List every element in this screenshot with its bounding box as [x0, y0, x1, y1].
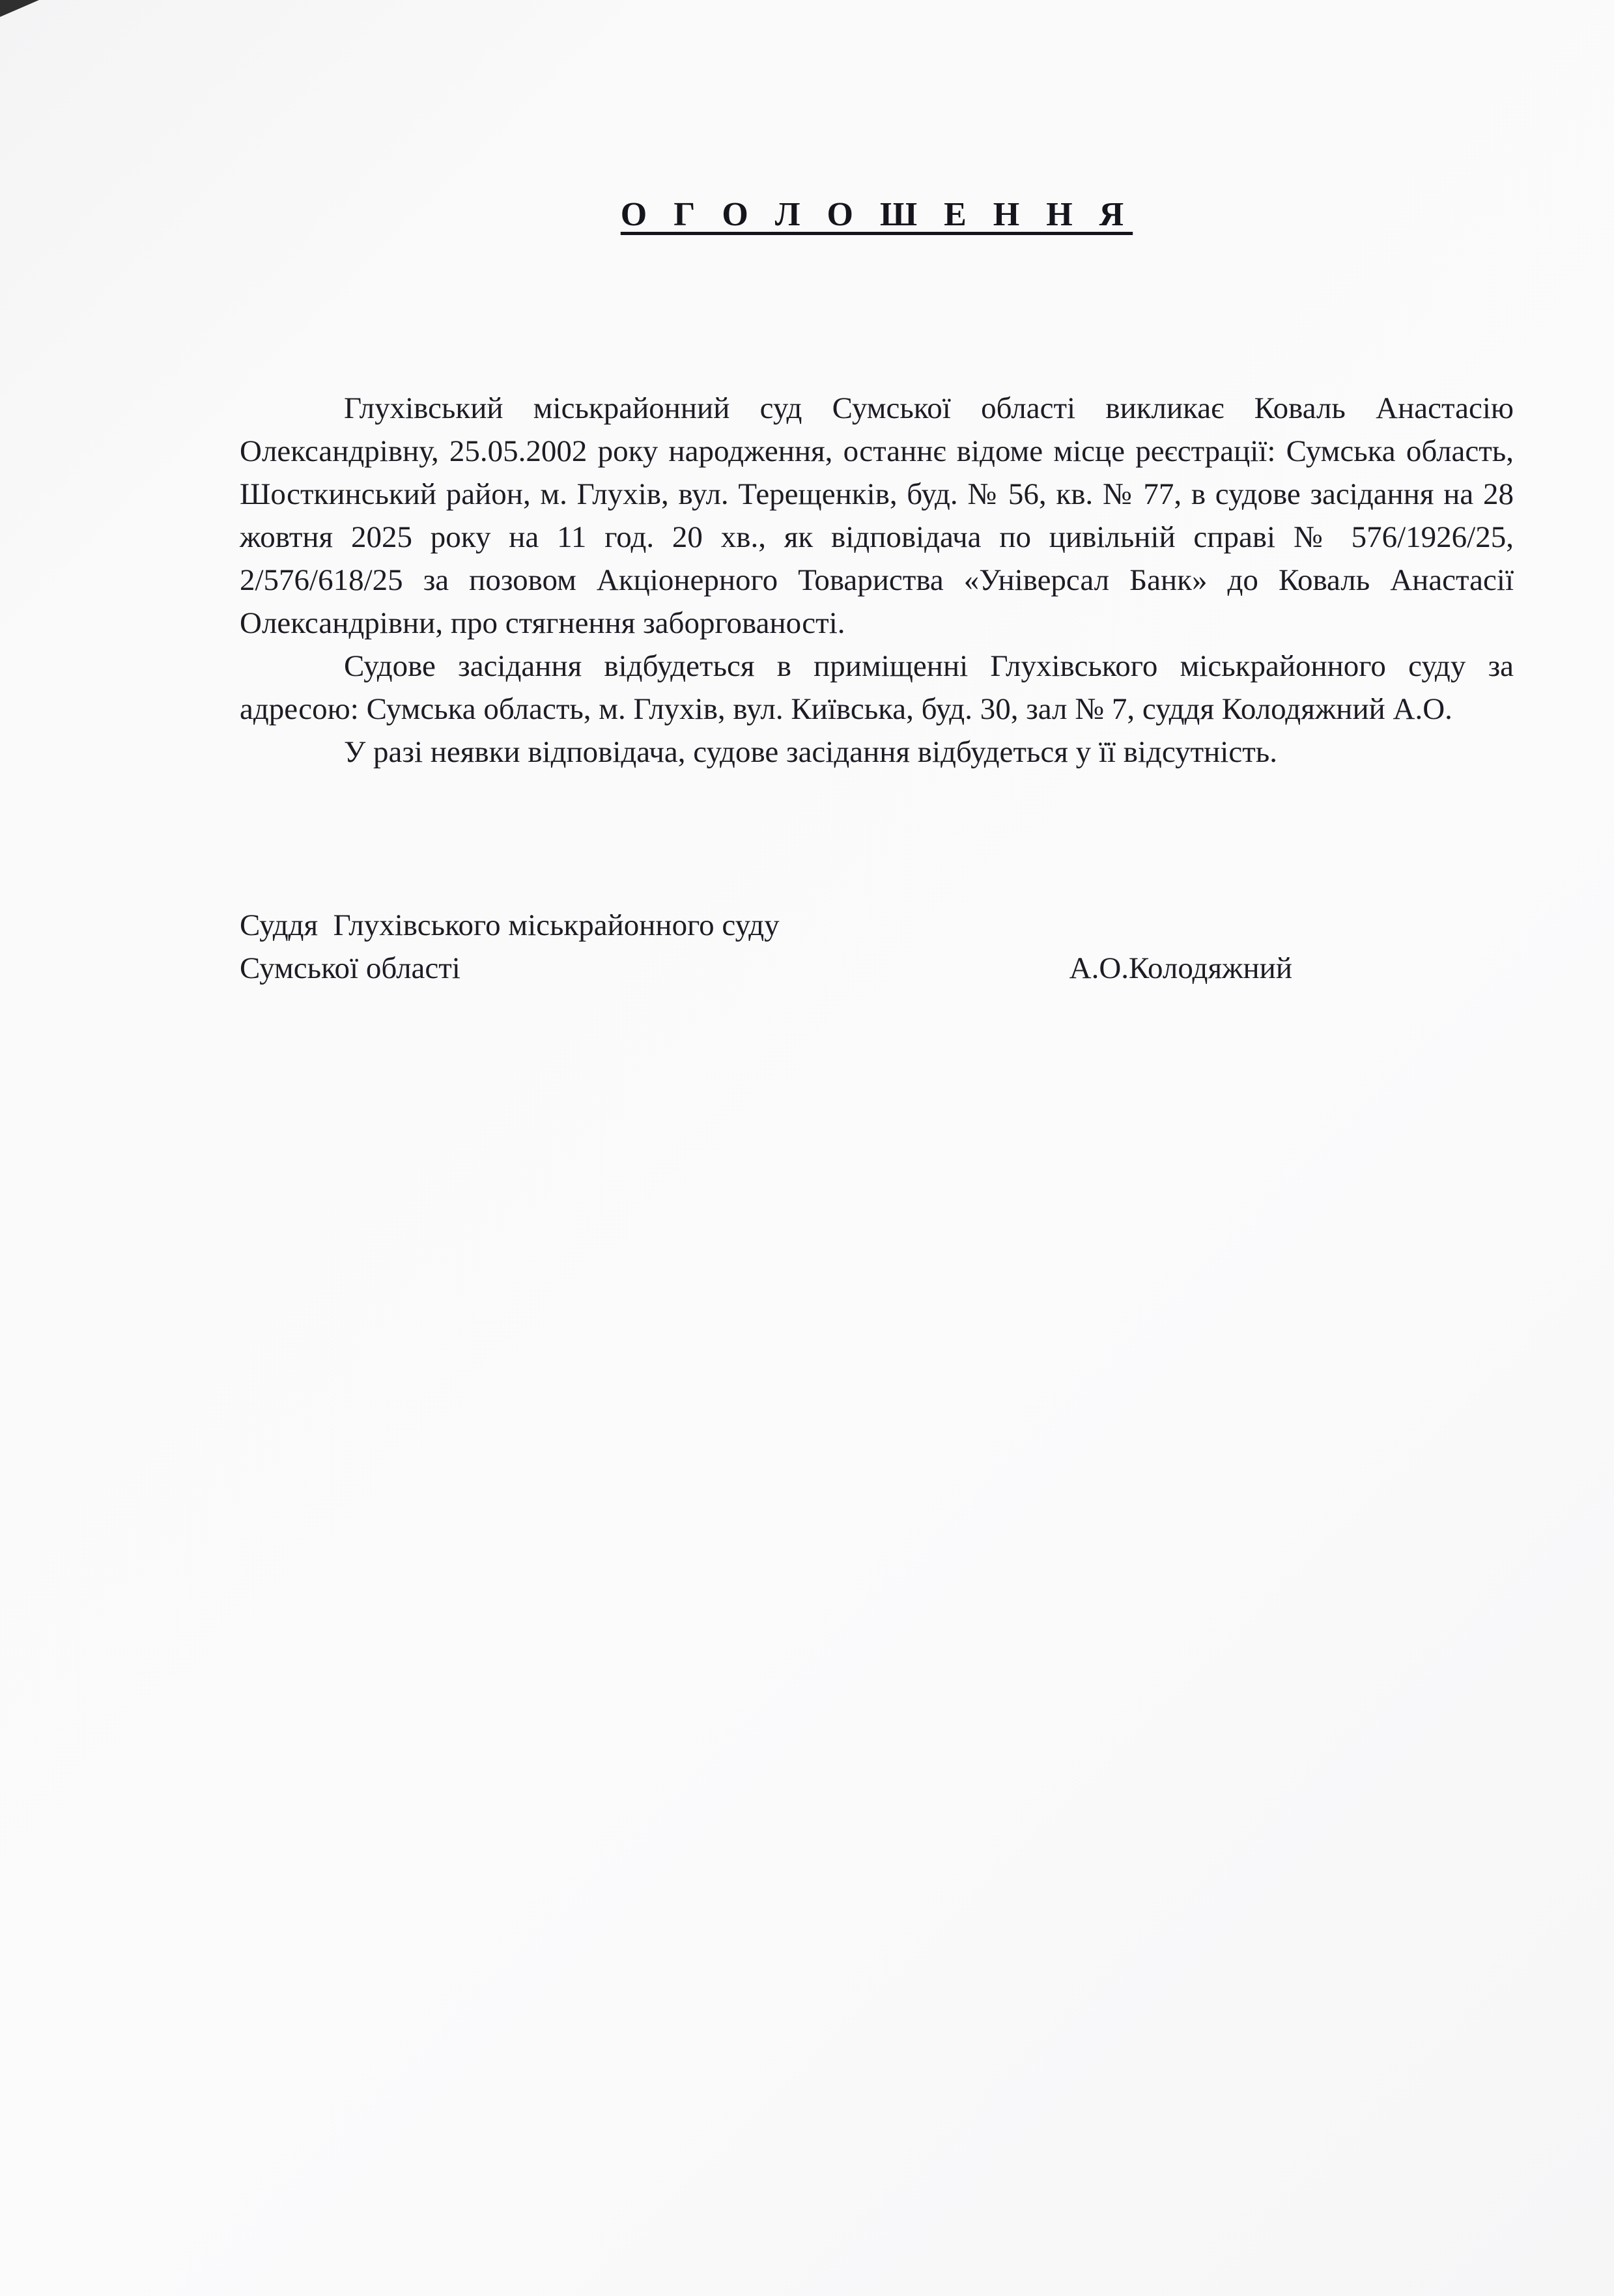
- document-body: [240, 387, 1514, 774]
- signature-block: [240, 904, 1514, 990]
- document-content: [240, 195, 1514, 990]
- judge-name: А.О.Колодяжний: [1069, 951, 1292, 985]
- signature-title-line: Суддя Глухівського міськрайонного суду: [240, 908, 780, 942]
- signature-second-line: [240, 947, 1514, 990]
- paragraph-absence-notice: У разі неявки відповідача, судове засідання відбудеться у її відсутність.: [344, 735, 1277, 769]
- paragraph-court-summons: Глухівський міськрайонний суд Сумської області викликає Коваль Анастасію Олександрівну, 25.05.2002 року народження, останнє відоме місце реєстрації: Сумська область, Шосткинський район, м. Глухів, вул. Терещенків, буд. № 56, кв. № 77, в судове засідання на 28 жовтня 2025 року на 11 год. 20 хв., як відповідача по цивільній справі № 576/1926/25, 2/576/618/25 за позовом Акціонерного Товариства «Універсал Банк» до Коваль Анастасії Олександрівни, про стягнення заборгованості.: [240, 391, 1514, 640]
- document-title: О Г О Л О Ш Е Н Н Я: [620, 196, 1133, 233]
- scan-artifact-corner: [0, 0, 39, 17]
- signature-region-line: Сумської області: [240, 951, 460, 985]
- paragraph-hearing-location: Судове засідання відбудеться в приміщенні Глухівського міськрайонного суду за адресою: Сумська область, м. Глухів, вул. Київська, буд. 30, зал № 7, суддя Колодяжний А.О.: [240, 649, 1514, 726]
